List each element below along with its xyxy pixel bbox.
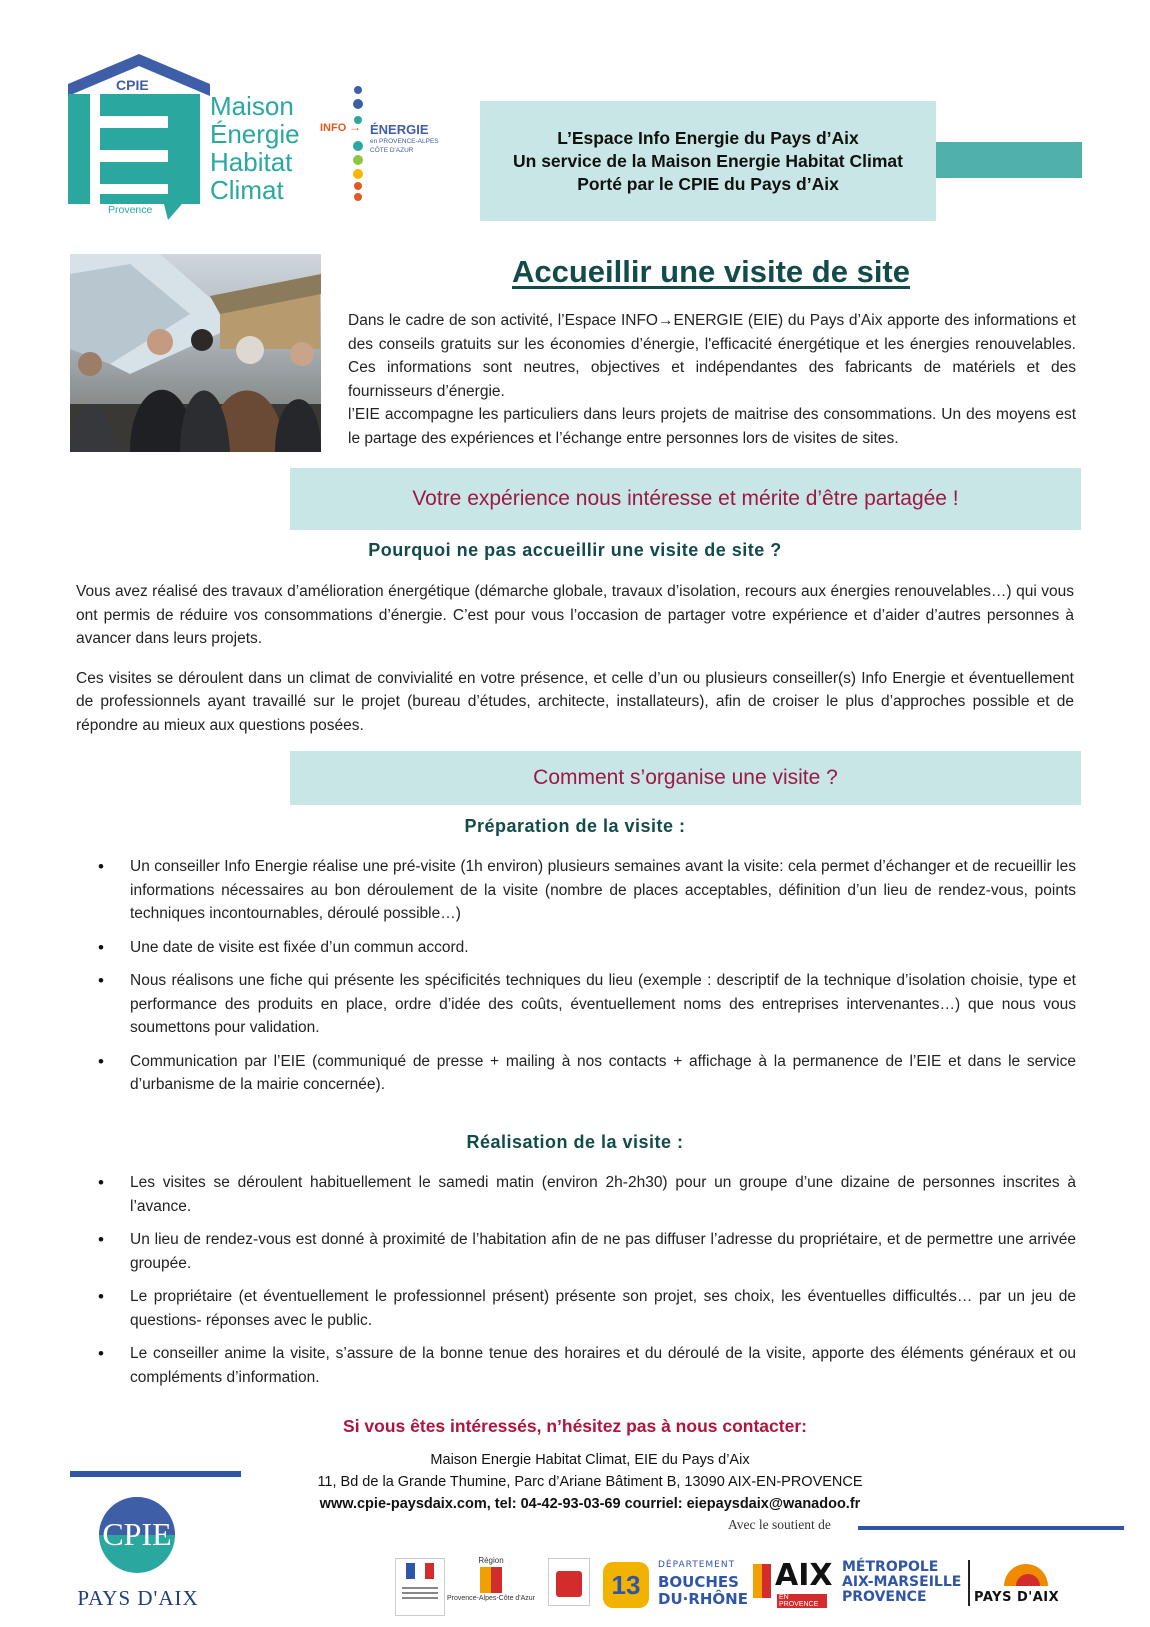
list-item: • Une date de visite est fixée d’un commun accord. — [76, 936, 1076, 960]
real-heading: Réalisation de la visite : — [466, 1132, 684, 1152]
why-text — [76, 580, 1074, 737]
sponsor-divider — [968, 1560, 970, 1606]
prep-heading: Préparation de la visite : — [464, 816, 686, 836]
visitors-illustration-icon — [70, 254, 321, 452]
metro-line3: PROVENCE — [842, 1589, 927, 1605]
colored-dots-icon — [348, 84, 368, 204]
pays-daix-label: PAYS D'AIX — [77, 1586, 199, 1610]
list-item: • Le conseiller anime la visite, s’assure de la bonne tenue des horaires et du déroulé de la visite, apporte des éléments généraux et ou compléments d’information. — [76, 1342, 1076, 1389]
list-item: • Un lieu de rendez-vous est donné à proximité de l’habitation afin de ne pas diffuser l’adresse du propriétaire, et de permettre une arrivée groupée. — [76, 1228, 1076, 1275]
cpie-pays-daix-logo — [70, 1490, 250, 1620]
contact-block — [250, 1449, 930, 1515]
header-box — [480, 101, 936, 221]
intro-text — [348, 309, 1076, 450]
why-paragraph-2: Ces visites se déroulent dans un climat de convivialité en votre présence, et celle d’un ou plusieurs conseiller(s) Info Energie et éventuellement de professionnels ayant travaillé sur le projet (bureau d’études, architecte, installateurs), afin de croiser le plus d’approches possible et de répondre au mieux aux questions posées. — [76, 669, 1074, 734]
list-item: • Communication par l’EIE (communiqué de presse + mailing à nos contacts + affichage à la permanence de l’EIE et dans le service d’urbanisme de la mairie concernée). — [76, 1050, 1076, 1097]
logo-line-habitat: Habitat — [210, 147, 293, 177]
arrow-icon: → — [349, 120, 361, 134]
band-experience-text: Votre expérience nous intéresse et mérite d’être partagée ! — [412, 487, 959, 510]
dept-line1: BOUCHES — [658, 1573, 739, 1591]
prep-list — [76, 855, 1076, 1107]
info-energie-sub1: en PROVENCE-ALPES — [370, 138, 439, 145]
info-energie-word: ÉNERGIE — [370, 122, 429, 137]
sponsor-departement — [603, 1558, 746, 1614]
list-item: • Le propriétaire (et éventuellement le professionnel présent) présente son projet, ses choix, les éventuelles difficultés… par un jeu de questions- réponses avec le public. — [76, 1285, 1076, 1332]
contact-web-phone-email[interactable]: www.cpie-paysdaix.com, tel: 04-42-93-03-69 courriel: eiepaysdaix@wanadoo.fr — [319, 1496, 861, 1512]
aix-sub: EN PROVENCE — [777, 1594, 827, 1608]
sponsor-aix — [753, 1558, 833, 1608]
site-visit-photo — [70, 254, 321, 452]
info-energie-prefix: INFO — [320, 122, 347, 134]
header-line-1: L’Espace Info Energie du Pays d’Aix — [557, 128, 859, 148]
dept-line2: DU·RHÔNE — [658, 1590, 748, 1608]
intro-paragraph-2: l’EIE accompagne les particuliers dans leurs projets de maitrise des consommations. Un des moyens est le partage des expériences et l’échange entre personnes lors de visites de sites. — [348, 406, 1076, 447]
pays-daix-text: PAYS D'AIX — [974, 1590, 1060, 1605]
dept-13-icon — [603, 1562, 649, 1608]
logo-line-maison: Maison — [210, 91, 294, 121]
sponsor-ademe — [548, 1558, 590, 1606]
why-heading: Pourquoi ne pas accueillir une visite de site ? — [368, 540, 782, 560]
header-line-3: Porté par le CPIE du Pays d’Aix — [577, 174, 839, 194]
footer-left-rule — [70, 1471, 241, 1477]
band-organise — [290, 751, 1081, 805]
band-experience — [290, 468, 1081, 530]
metro-line1: MÉTROPOLE — [842, 1559, 939, 1575]
support-label: Avec le soutient de — [728, 1517, 831, 1532]
aix-label: AIX — [775, 1558, 833, 1593]
region-shield-icon — [480, 1567, 502, 1593]
sun-icon — [996, 1556, 1056, 1588]
logo-line-climat: Climat — [210, 175, 284, 205]
contact-org: Maison Energie Habitat Climat, EIE du Pays d’Aix — [430, 1452, 750, 1468]
contact-cta: Si vous êtes intéressés, n’hésitez pas à nous contacter: — [343, 1416, 807, 1436]
intro-paragraph-1: Dans le cadre de son activité, l’Espace INFO→ENERGIE (EIE) du Pays d’Aix apporte des informations et des conseils gratuits sur les économies d’énergie, l'efficacité énergétique et les énergies renouvelables. Ces informations sont neutres, objectives et indépendantes des fabricants de matériels et des fournisseurs d’énergie. — [348, 312, 1076, 400]
region-sub-text: Provence-Alpes-Côte d'Azur — [446, 1595, 536, 1602]
cpie-house-label: CPIE — [116, 77, 149, 93]
metro-line2: AIX-MARSEILLE — [842, 1574, 962, 1590]
dept-number: 13 — [611, 1569, 641, 1600]
header-strip — [920, 142, 1082, 178]
page-title: Accueillir une visite de site — [512, 254, 910, 289]
support-rule — [858, 1526, 1124, 1530]
dept-label: DÉPARTEMENT — [658, 1560, 736, 1570]
list-item: • Les visites se déroulent habituellement le samedi matin (environ 2h-2h30) pour un groupe d’une dizaine de personnes inscrites à l’avance. — [76, 1171, 1076, 1218]
why-paragraph-1: Vous avez réalisé des travaux d’amélioration énergétique (démarche globale, travaux d’isolation, recours aux énergies renouvelables…) qui vous ont permis de réduire vos consommations d’énergie. C’est pour vous l’occasion de partager votre expérience et d’aider d’autres personnes à avancer dans leurs projets. — [76, 583, 1074, 647]
real-list — [76, 1171, 1076, 1399]
contact-address: 11, Bd de la Grande Thumine, Parc d’Ariane Bâtiment B, 13090 AIX-EN-PROVENCE — [317, 1474, 863, 1490]
logo-line-energie: Énergie — [210, 119, 300, 149]
aix-shield-icon — [753, 1564, 771, 1598]
list-item: • Nous réalisons une fiche qui présente les spécificités techniques du lieu (exemple : descriptif de la technique d’isolation choisie, type et performance des produits en place, ordre d’idée des coûts, éventuellement noms des entreprises intervenantes…) que nous vous soumettons pour validation. — [76, 969, 1076, 1040]
header-line-2: Un service de la Maison Energie Habitat Climat — [513, 151, 903, 171]
cpie-mehc-logo — [64, 52, 314, 227]
info-energie-logo — [320, 84, 450, 214]
list-item: • Un conseiller Info Energie réalise une pré-visite (1h environ) plusieurs semaines avant la visite: cela permet d’échanger et de recueillir les informations nécessaires au bon déroulement de la visite (nombre de places acceptables, définition d’un lieu de rendez-vous, points techniques incontournables, déroulé possible…) — [76, 855, 1076, 926]
sponsor-prefecture — [395, 1558, 445, 1616]
sponsor-metropole — [842, 1560, 967, 1610]
band-organise-text: Comment s’organise une visite ? — [533, 766, 838, 789]
cpie-mark: CPIE — [102, 1516, 172, 1552]
region-label-text: Région — [478, 1556, 504, 1565]
sponsor-region — [446, 1556, 536, 1618]
region-label: Provence — [108, 204, 153, 216]
info-energie-sub2: CÔTE D'AZUR — [370, 147, 414, 154]
sponsor-pays-daix — [974, 1556, 1074, 1612]
